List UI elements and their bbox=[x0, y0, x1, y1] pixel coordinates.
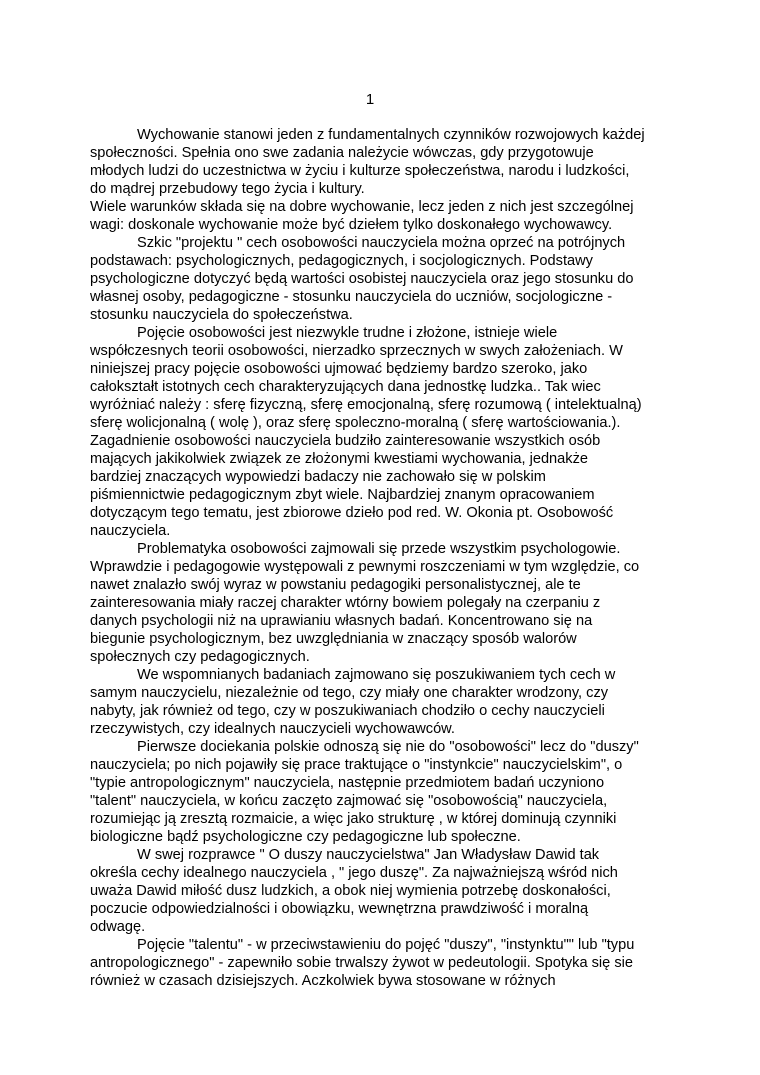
text-line: sferę wolicjonalną ( wolę ), oraz sferę spoleczno-moralną ( sferę wartościowania.). bbox=[90, 415, 621, 431]
text-line: wagi: doskonale wychowanie może być dziełem tylko doskonałego wychowawcy. bbox=[90, 217, 613, 233]
text-line: Szkic "projektu " cech osobowości nauczyciela można oprzeć na potrójnych bbox=[137, 235, 626, 251]
text-line: wyróżniać należy : sferę fizyczną, sferę emocjonalną, sferę rozumową ( intelektualną) bbox=[90, 397, 642, 413]
text-line: W swej rozprawce " O duszy nauczycielstwa" Jan Władysław Dawid tak bbox=[137, 847, 600, 863]
text-line: Pojęcie osobowości jest niezwykle trudne i złożone, istnieje wiele bbox=[137, 325, 558, 341]
text-line: piśmiennictwie pedagogicznym zbyt wiele. Najbardziej znanym opracowaniem bbox=[90, 487, 595, 503]
text-line: nauczyciela; po nich pojawiły się prace traktujące o "instynkcie" nauczycielskim", o bbox=[90, 757, 623, 773]
text-line: społeczności. Spełnia ono swe zadania należycie wówczas, gdy przygotowuje bbox=[90, 145, 594, 161]
text-line: określa cechy idealnego nauczyciela , " jego duszę". Za najważniejszą wśród nich bbox=[90, 865, 618, 881]
text-line: danych psychologii niż na uprawianiu własnych badań. Koncentrowano się na bbox=[90, 613, 593, 629]
text-line: stosunku nauczyciela do społeczeństwa. bbox=[90, 307, 353, 323]
text-line: nawet znalazło swój wyraz w powstaniu pedagogiki personalistycznej, ale te bbox=[90, 577, 581, 593]
text-line: biegunie psychologicznym, bez uwzględniania w znaczący sposób walorów bbox=[90, 631, 577, 647]
text-line: Wiele warunków składa się na dobre wychowanie, lecz jeden z nich jest szczególnej bbox=[90, 199, 634, 215]
text-line: Pojęcie "talentu" - w przeciwstawieniu do pojęć "duszy", "instynktu"" lub "typu bbox=[137, 937, 635, 953]
text-line: samym nauczycielu, niezależnie od tego, czy miały one charakter wrodzony, czy bbox=[90, 685, 609, 701]
text-line: Zagadnienie osobowości nauczyciela budziło zainteresowanie wszystkich osób bbox=[90, 433, 601, 449]
text-line: biologiczne bądź psychologiczne czy pedagogiczne lub społeczne. bbox=[90, 829, 521, 845]
text-line: podstawach: psychologicznych, pedagogicznych, i socjologicznych. Podstawy bbox=[90, 253, 593, 269]
text-line: rozumiejąc ją zresztą rozmaicie, a więc jako strukturę , w której dominują czynniki bbox=[90, 811, 617, 827]
text-line: mających jakikolwiek związek ze złożonymi kwestiami wychowania, jednakże bbox=[90, 451, 588, 467]
text-line: rzeczywistych, czy idealnych nauczycieli wychowawców. bbox=[90, 721, 455, 737]
text-line: dotyczącym tego tematu, jest zbiorowe dzieło pod red. W. Okonia pt. Osobowość bbox=[90, 505, 614, 521]
text-line: poczucie odpowiedzialności i obowiązku, wewnętrzna prawdziwość i moralną bbox=[90, 901, 589, 917]
text-line: Pierwsze dociekania polskie odnoszą się nie do "osobowości" lecz do "duszy" bbox=[137, 739, 639, 755]
text-line: współczesnych teorii osobowości, nierzadko sprzecznych w swych założeniach. W bbox=[90, 343, 623, 359]
text-line: We wspomnianych badaniach zajmowano się poszukiwaniem tych cech w bbox=[137, 667, 616, 683]
text-line: Wprawdzie i pedagogowie występowali z pewnymi roszczeniami w tym względzie, co bbox=[90, 559, 640, 575]
text-line: "talent" nauczyciela, w końcu zaczęto zajmować się "osobowością" nauczyciela, bbox=[90, 793, 608, 809]
text-line: "typie antropologicznym" nauczyciela, następnie przedmiotem badań uczyniono bbox=[90, 775, 605, 791]
text-line: Problematyka osobowości zajmowali się przede wszystkim psychologowie. bbox=[137, 541, 621, 557]
text-line: również w czasach dzisiejszych. Aczkolwiek bywa stosowane w różnych bbox=[90, 973, 556, 989]
text-line: nabyty, jak również od tego, czy w poszukiwaniach chodziło o cechy nauczycieli bbox=[90, 703, 605, 719]
text-line: antropologicznego" - zapewniło sobie trwalszy żywot w pedeutologii. Spotyka się sie bbox=[90, 955, 634, 971]
page-number: 1 bbox=[365, 91, 375, 108]
text-line: niniejszej pracy pojęcie osobowości ujmować będziemy bardzo szeroko, jako bbox=[90, 361, 588, 377]
text-line: społecznych czy pedagogicznych. bbox=[90, 649, 310, 665]
text-line: odwagę. bbox=[90, 919, 146, 935]
text-line: uważa Dawid miłość dusz ludzkich, a obok niej wymienia potrzebę doskonałości, bbox=[90, 883, 611, 899]
text-line: młodych ludzi do uczestnictwa w życiu i kulturze społeczeństwa, narodu i ludzkości, bbox=[90, 163, 630, 179]
text-line: do mądrej przebudowy tego życia i kultury. bbox=[90, 181, 365, 197]
text-line: całokształt istotnych cech charakteryzujących dana jednostkę ludzka.. Tak wiec bbox=[90, 379, 601, 395]
text-line: nauczyciela. bbox=[90, 523, 171, 539]
text-line: Wychowanie stanowi jeden z fundamentalnych czynników rozwojowych każdej bbox=[137, 127, 645, 143]
text-line: psychologiczne dotyczyć będą wartości osobistej nauczyciela oraz jego stosunku do bbox=[90, 271, 634, 287]
text-line: własnej osoby, pedagogiczne - stosunku nauczyciela do uczniów, socjologiczne - bbox=[90, 289, 613, 305]
body-text bbox=[90, 126, 690, 990]
text-line: zainteresowania miały raczej charakter wtórny bowiem polegały na czerpaniu z bbox=[90, 595, 601, 611]
text-line: bardziej znaczących wypowiedzi badaczy nie zachowało się w polskim bbox=[90, 469, 546, 485]
